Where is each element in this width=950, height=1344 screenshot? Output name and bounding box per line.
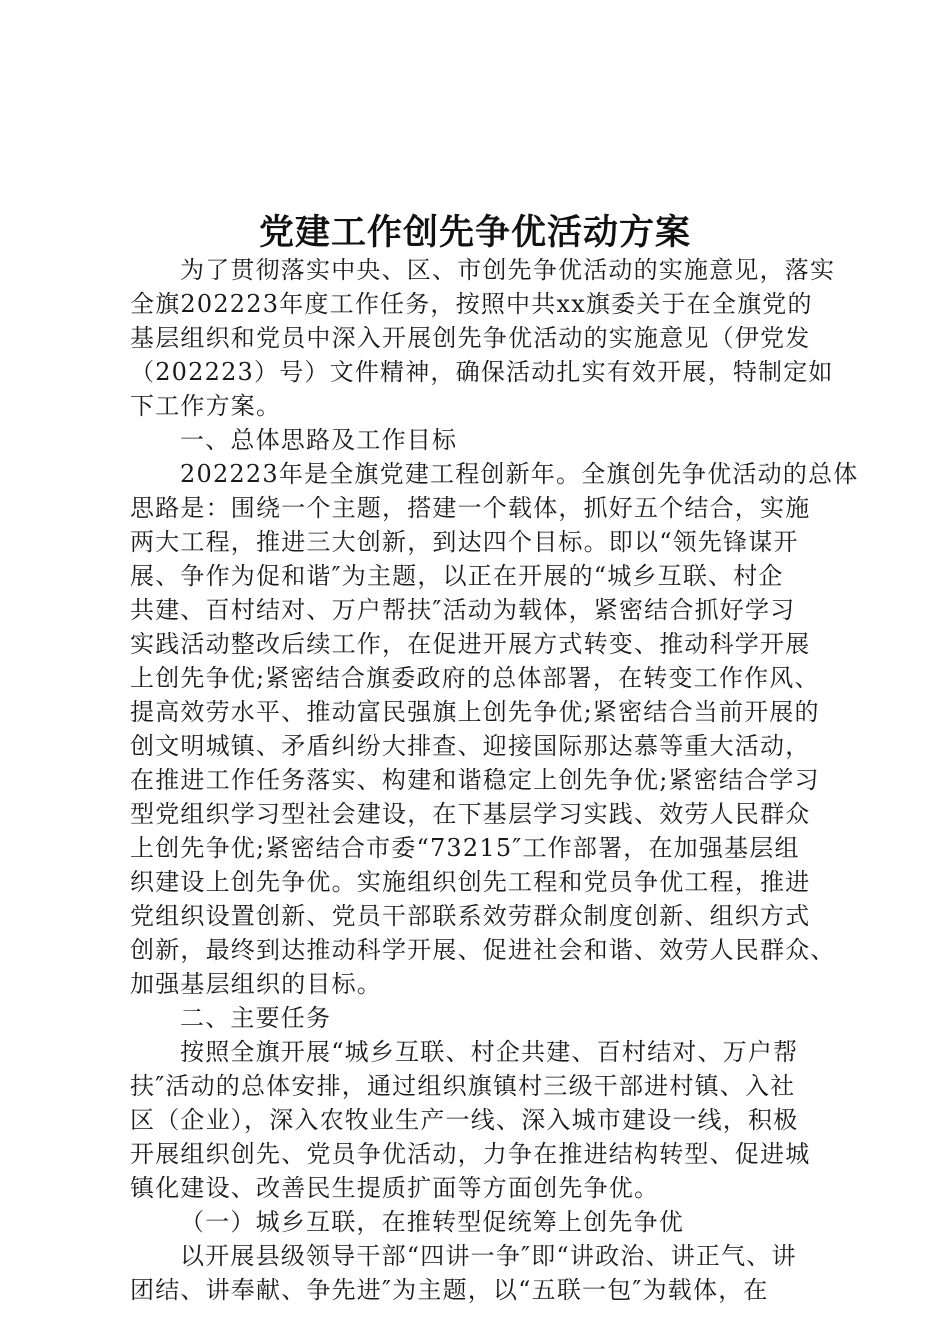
paragraph-line: 基层组织和党员中深入开展创先争优活动的实施意见（伊党发 [130,324,811,352]
paragraph-line: 实践活动整改后续工作，在促进开展方式转变、推动科学开展 [130,630,811,658]
paragraph-line: 202223年是全旗党建工程创新年。全旗创先争优活动的总体 [180,460,859,488]
document-title: 党建工作创先争优活动方案 [258,212,691,254]
paragraph-line: （202223）号）文件精神，确保活动扎实有效开展，特制定如 [130,358,834,386]
paragraph-line: 共建、百村结对、万户帮扶″活动为载体，紧密结合抓好学习 [130,596,796,624]
paragraph-line: 党组织设置创新、党员干部联系效劳群众制度创新、组织方式 [130,902,811,930]
paragraph-line: 创新，最终到达推动科学开展、促进社会和谐、效劳人民群众、 [130,936,836,964]
paragraph-line: 上创先争优;紧密结合旗委政府的总体部署，在转变工作作风、 [130,664,820,692]
paragraph-line: 镇化建设、改善民生提质扩面等方面创先争优。 [130,1174,660,1202]
paragraph-line: （一）城乡互联，在推转型促统筹上创先争优 [180,1208,684,1236]
paragraph-line: 展、争作为促和谐″为主题，以正在开展的“城乡互联、村企 [130,562,784,590]
paragraph-line: 提高效劳水平、推动富民强旗上创先争优;紧密结合当前开展的 [130,698,820,726]
paragraph-line: 型党组织学习型社会建设，在下基层学习实践、效劳人民群众 [130,800,811,828]
paragraph-line: 区（企业），深入农牧业生产一线、深入城市建设一线，积极 [130,1106,799,1134]
paragraph-line: 创文明城镇、矛盾纠纷大排查、迎接国际那达慕等重大活动， [130,732,811,760]
paragraph-line: 上创先争优;紧密结合市委“73215″工作部署，在加强基层组 [130,834,800,862]
paragraph-line: 以开展县级领导干部“四讲一争″即“讲政治、讲正气、讲 [180,1242,797,1270]
paragraph-line: 在推进工作任务落实、构建和谐稳定上创先争优;紧密结合学习 [130,766,820,794]
paragraph-line: 下工作方案。 [130,392,282,420]
paragraph-line: 一、总体思路及工作目标 [180,426,458,454]
paragraph-line: 织建设上创先争优。实施组织创先工程和党员争优工程，推进 [130,868,811,896]
paragraph-line: 为了贯彻落实中央、区、市创先争优活动的实施意见，落实 [180,256,836,284]
paragraph-line: 开展组织创先、党员争优活动，力争在推进结构转型、促进城 [130,1140,811,1168]
paragraph-line: 二、主要任务 [180,1004,332,1032]
paragraph-line: 扶″活动的总体安排，通过组织旗镇村三级干部进村镇、入社 [130,1072,796,1100]
paragraph-line: 加强基层组织的目标。 [130,970,382,998]
paragraph-line: 按照全旗开展“城乡互联、村企共建、百村结对、万户帮 [180,1038,799,1066]
paragraph-line: 团结、讲奉献、争先进″为主题，以“五联一包″为载体，在 [130,1276,769,1304]
paragraph-line: 全旗202223年度工作任务，按照中共xx旗委关于在全旗党的 [130,290,813,318]
paragraph-line: 两大工程，推进三大创新，到达四个目标。即以“领先锋谋开 [130,528,799,556]
paragraph-line: 思路是：围绕一个主题，搭建一个载体，抓好五个结合，实施 [130,494,811,522]
